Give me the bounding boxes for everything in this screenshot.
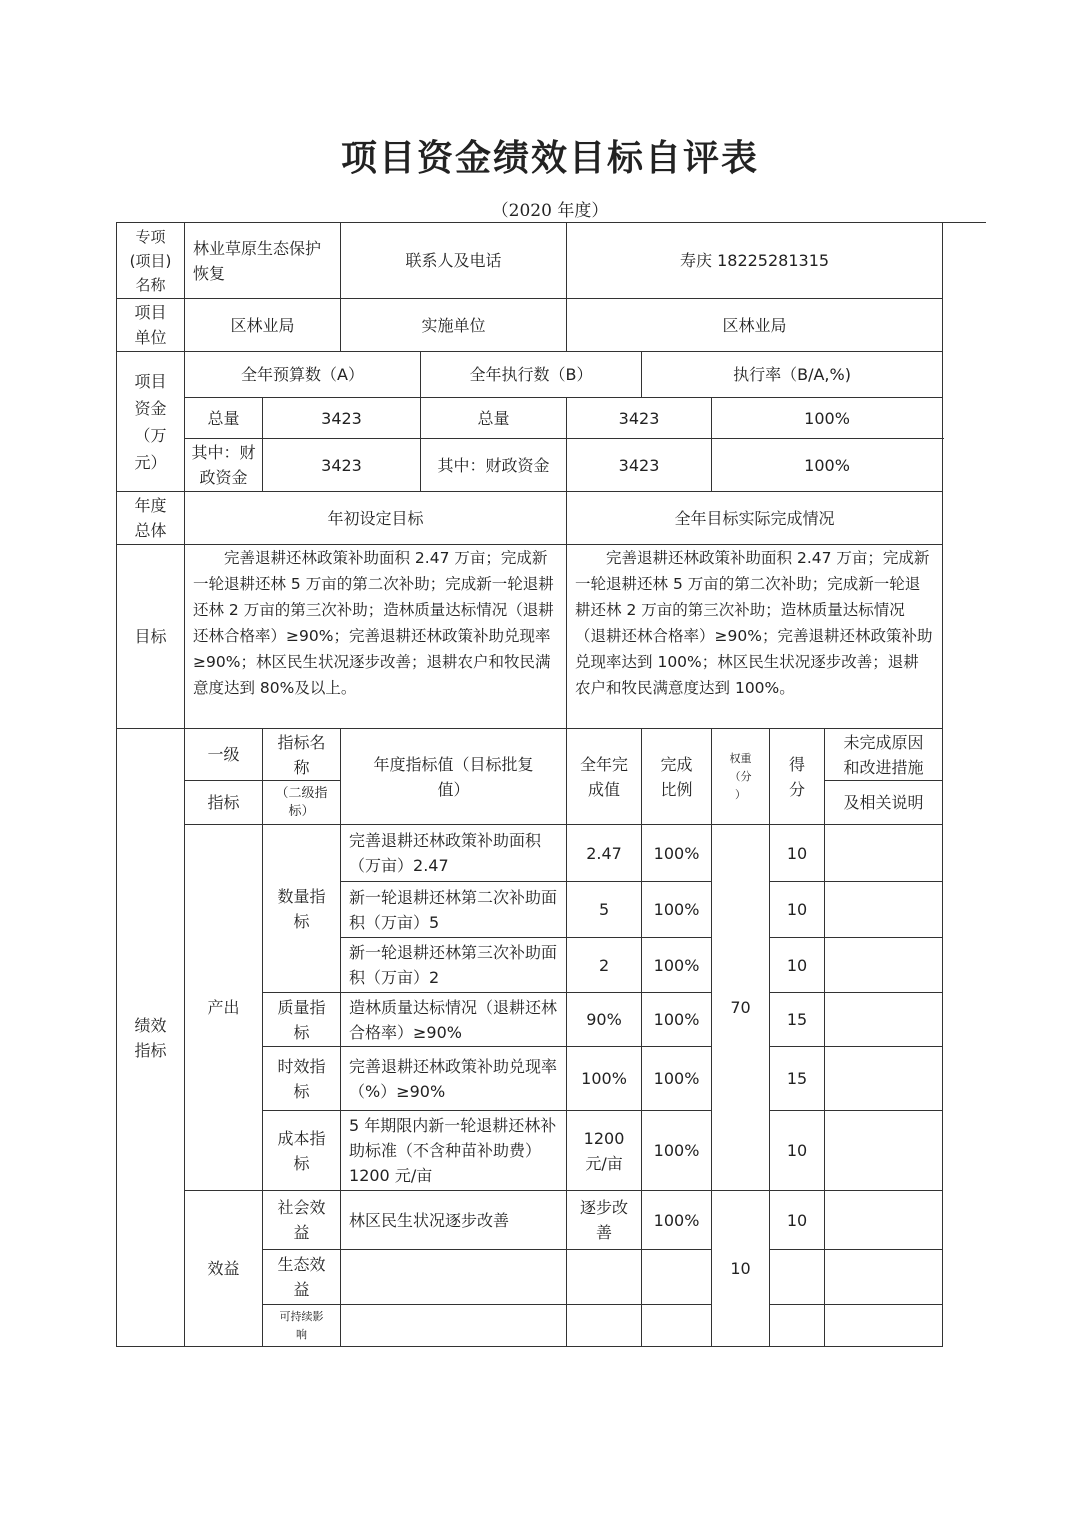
cost-label: 成本指 标: [263, 1111, 341, 1191]
benefit-label: 效益: [185, 1191, 263, 1347]
project-unit-label: 项目 单位: [117, 299, 185, 352]
table-row: [117, 825, 943, 882]
row-ratio: 100%: [642, 825, 712, 882]
h-target: 年度指标值（目标批复 值）: [341, 729, 567, 825]
row-score: 10: [770, 882, 825, 938]
h-level1-a: 一级: [185, 729, 263, 781]
output-label: 产出: [185, 825, 263, 1191]
h-weight: 权重 （分 ）: [712, 729, 770, 825]
goal-label: 目标: [117, 545, 185, 729]
page-title: 项目资金绩效目标自评表: [340, 137, 759, 179]
time-label: 时效指 标: [263, 1047, 341, 1111]
impl-unit-value: 区林业局: [567, 299, 943, 352]
row-score: 15: [770, 993, 825, 1047]
output-weight: 70: [712, 825, 770, 1191]
row-ratio: 100%: [642, 993, 712, 1047]
row-done: 90%: [567, 993, 642, 1047]
row-reason: [825, 1191, 943, 1250]
row-done: 2: [567, 938, 642, 993]
row-score: 10: [770, 938, 825, 993]
exec-header: 全年执行数（B）: [421, 352, 642, 398]
budget-header: 全年预算数（A）: [185, 352, 421, 398]
row-score: 10: [770, 1111, 825, 1191]
h-level2-a: 指标名 称: [263, 729, 341, 781]
row-score: 15: [770, 1047, 825, 1111]
project-name-value: 林业草原生态保护恢复: [185, 223, 341, 299]
row-score: 10: [770, 1191, 825, 1250]
benefit-weight: 10: [712, 1191, 770, 1347]
row-reason: [825, 825, 943, 882]
total-exec: 3423: [567, 398, 712, 439]
row-target: 完善退耕还林政策补助兑现率（%）≥90%: [341, 1047, 567, 1111]
fiscal-budget: 3423: [263, 439, 421, 492]
fiscal-label: 其中：财政资金: [185, 439, 263, 492]
project-unit-value: 区林业局: [185, 299, 341, 352]
qty-label: 数量指 标: [263, 825, 341, 993]
rate-header: 执行率（B/A,%): [642, 352, 943, 398]
row-target: 林区民生状况逐步改善: [341, 1191, 567, 1250]
row-target: 新一轮退耕还林第三次补助面积（万亩）2: [341, 938, 567, 993]
h-reason-b: 及相关说明: [825, 781, 943, 825]
funds-label: 项目 资金 （万 元）: [117, 352, 185, 492]
contact-label: 联系人及电话: [341, 223, 567, 299]
social-label: 社会效 益: [263, 1191, 341, 1250]
actual-header: 全年目标实际完成情况: [567, 492, 943, 545]
row-ratio: 100%: [642, 882, 712, 938]
row-done: 1200 元/亩: [567, 1111, 642, 1191]
h-ratio: 完成 比例: [642, 729, 712, 825]
total-label: 总量: [185, 398, 263, 439]
sustain-label: 可持续影 响: [263, 1305, 341, 1347]
perf-label: 绩效 指标: [117, 729, 185, 1347]
row-target: 5 年期限内新一轮退耕还林补助标准（不含种苗补助费）1200 元/亩: [341, 1111, 567, 1191]
set-goal-text: 完善退耕还林政策补助面积 2.47 万亩；完成新一轮退耕还林 5 万亩的第二次补助；完成新一轮退耕还林 2 万亩的第三次补助；造林质量达标情况（退耕还林合格率）≥90%；完善退耕还林政策补助兑现率≥90%；林区民生状况逐步改善；退耕农户和牧民满意度达到 80%及以上。: [185, 545, 567, 729]
fiscal-exec-label: 其中：财政资金: [421, 439, 567, 492]
row-reason: [825, 938, 943, 993]
project-name-label: 专项 (项目) 名称: [117, 223, 185, 299]
h-score: 得 分: [770, 729, 825, 825]
total-rate: 100%: [712, 398, 943, 439]
actual-text: 完善退耕还林政策补助面积 2.47 万亩；完成新一轮退耕还林 5 万亩的第二次补助；完成新一轮退耕还林 2 万亩的第三次补助；造林质量达标情况（退耕还林合格率）≥90%；完善退耕还林政策补助兑现率达到 100%；林区民生状况逐步改善；退耕农户和牧民满意度达到 100%。: [567, 545, 943, 729]
row-ratio: 100%: [642, 938, 712, 993]
fiscal-rate: 100%: [712, 439, 943, 492]
row-ratio: 100%: [642, 1111, 712, 1191]
table-row: [117, 1191, 943, 1250]
row-reason: [825, 993, 943, 1047]
row-done: 100%: [567, 1047, 642, 1111]
row-ratio: 100%: [642, 1191, 712, 1250]
h-level1-b: 指标: [185, 781, 263, 825]
row-reason: [825, 882, 943, 938]
h-level2-b: （二级指 标）: [263, 781, 341, 825]
h-done: 全年完 成值: [567, 729, 642, 825]
row-reason: [825, 1047, 943, 1111]
row-score: 10: [770, 825, 825, 882]
total-budget: 3423: [263, 398, 421, 439]
h-reason-a: 未完成原因 和改进措施: [825, 729, 943, 781]
row-done: 逐步改 善: [567, 1191, 642, 1250]
overall-label: 年度 总体: [117, 492, 185, 545]
total-exec-label: 总量: [421, 398, 567, 439]
row-target: 造林质量达标情况（退耕还林合格率）≥90%: [341, 993, 567, 1047]
fiscal-exec: 3423: [567, 439, 712, 492]
row-done: 2.47: [567, 825, 642, 882]
row-reason: [825, 1111, 943, 1191]
year-subtitle: （2020 年度）: [491, 201, 609, 221]
set-goal-header: 年初设定目标: [185, 492, 567, 545]
row-ratio: 100%: [642, 1047, 712, 1111]
eco-label: 生态效 益: [263, 1250, 341, 1305]
row-done: 5: [567, 882, 642, 938]
impl-unit-label: 实施单位: [341, 299, 567, 352]
quality-label: 质量指 标: [263, 993, 341, 1047]
row-target: 完善退耕还林政策补助面积（万亩）2.47: [341, 825, 567, 882]
self-evaluation-table: [116, 222, 943, 1347]
row-target: 新一轮退耕还林第二次补助面积（万亩）5: [341, 882, 567, 938]
contact-value: 寿庆 18225281315: [567, 223, 943, 299]
